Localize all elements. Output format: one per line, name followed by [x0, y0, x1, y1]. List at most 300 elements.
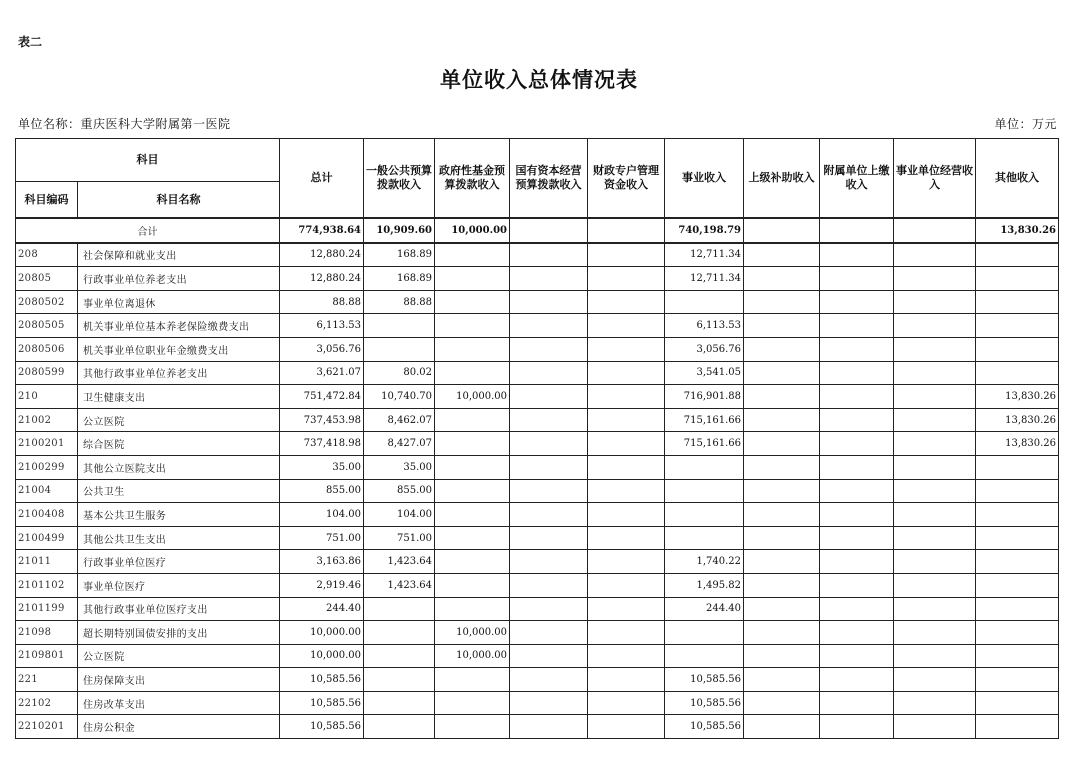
amount-cell — [744, 644, 820, 668]
amount-cell — [894, 691, 976, 715]
amount-cell — [976, 455, 1059, 479]
subject-code: 2101102 — [16, 573, 78, 597]
amount-cell — [435, 455, 510, 479]
table-row — [16, 573, 1059, 597]
total-label: 合计 — [16, 218, 280, 243]
subject-code: 2080599 — [16, 361, 78, 385]
table-row — [16, 361, 1059, 385]
header-business-income: 事业收入 — [665, 139, 744, 219]
amount-cell — [588, 479, 665, 503]
amount-cell: 855.00 — [280, 479, 364, 503]
amount-cell — [435, 479, 510, 503]
amount-cell — [364, 621, 435, 645]
amount-cell: 1,495.82 — [665, 573, 744, 597]
amount-cell — [820, 715, 894, 739]
amount-cell — [435, 503, 510, 527]
amount-cell — [744, 550, 820, 574]
amount-cell: 10,585.56 — [280, 691, 364, 715]
amount-cell — [588, 267, 665, 291]
amount-cell: 2,919.46 — [280, 573, 364, 597]
table-row — [16, 479, 1059, 503]
subject-name: 公立医院 — [78, 408, 280, 432]
subject-name: 其他公共卫生支出 — [78, 526, 280, 550]
amount-cell: 88.88 — [280, 290, 364, 314]
table-row — [16, 408, 1059, 432]
amount-cell — [665, 455, 744, 479]
amount-cell — [665, 621, 744, 645]
subject-code: 21098 — [16, 621, 78, 645]
amount-cell — [510, 503, 588, 527]
subject-name: 公立医院 — [78, 644, 280, 668]
header-state-capital: 国有资本经营预算拨款收入 — [510, 139, 588, 219]
header-subject: 科目 — [16, 139, 280, 182]
amount-cell — [435, 573, 510, 597]
amount-cell: 3,056.76 — [280, 337, 364, 361]
subject-name: 超长期特别国债安排的支出 — [78, 621, 280, 645]
total-cell — [588, 218, 665, 243]
amount-cell — [820, 290, 894, 314]
amount-cell: 12,880.24 — [280, 243, 364, 267]
subject-name: 综合医院 — [78, 432, 280, 456]
amount-cell — [744, 597, 820, 621]
subject-code: 208 — [16, 243, 78, 267]
amount-cell — [364, 715, 435, 739]
subject-code: 21002 — [16, 408, 78, 432]
amount-cell — [435, 432, 510, 456]
amount-cell — [894, 408, 976, 432]
total-cell: 774,938.64 — [280, 218, 364, 243]
amount-cell — [510, 644, 588, 668]
amount-cell — [510, 715, 588, 739]
amount-cell: 3,163.86 — [280, 550, 364, 574]
amount-cell: 1,423.64 — [364, 550, 435, 574]
amount-cell — [510, 267, 588, 291]
amount-cell — [510, 361, 588, 385]
header-affiliated-unit: 附属单位上缴收入 — [820, 139, 894, 219]
subject-name: 住房保障支出 — [78, 668, 280, 692]
total-cell — [510, 218, 588, 243]
amount-cell — [588, 408, 665, 432]
amount-cell — [894, 290, 976, 314]
amount-cell: 104.00 — [280, 503, 364, 527]
amount-cell — [894, 314, 976, 338]
amount-cell — [665, 290, 744, 314]
amount-cell — [976, 621, 1059, 645]
amount-cell — [976, 691, 1059, 715]
amount-cell — [510, 243, 588, 267]
subject-code: 2100299 — [16, 455, 78, 479]
amount-cell — [364, 314, 435, 338]
amount-cell — [588, 644, 665, 668]
amount-cell: 12,880.24 — [280, 267, 364, 291]
amount-cell — [976, 526, 1059, 550]
amount-cell — [894, 503, 976, 527]
amount-cell: 168.89 — [364, 243, 435, 267]
amount-cell — [364, 644, 435, 668]
amount-cell — [665, 644, 744, 668]
table-row — [16, 314, 1059, 338]
amount-cell — [435, 314, 510, 338]
amount-cell: 13,830.26 — [976, 432, 1059, 456]
income-table — [15, 138, 1059, 739]
amount-cell — [976, 337, 1059, 361]
amount-cell — [588, 550, 665, 574]
amount-cell — [510, 337, 588, 361]
total-cell: 740,198.79 — [665, 218, 744, 243]
header-name: 科目名称 — [78, 182, 280, 219]
table-row — [16, 503, 1059, 527]
amount-cell — [435, 408, 510, 432]
amount-cell: 10,585.56 — [665, 715, 744, 739]
amount-cell — [364, 668, 435, 692]
header-government-fund: 政府性基金预算拨款收入 — [435, 139, 510, 219]
amount-cell — [820, 455, 894, 479]
amount-cell: 10,585.56 — [665, 668, 744, 692]
table-row — [16, 455, 1059, 479]
table-row — [16, 644, 1059, 668]
subject-code: 2100408 — [16, 503, 78, 527]
subject-code: 20805 — [16, 267, 78, 291]
header-code: 科目编码 — [16, 182, 78, 219]
amount-cell: 10,000.00 — [435, 644, 510, 668]
amount-cell — [820, 597, 894, 621]
amount-cell — [588, 691, 665, 715]
amount-cell: 855.00 — [364, 479, 435, 503]
amount-cell — [744, 408, 820, 432]
amount-cell: 244.40 — [665, 597, 744, 621]
amount-cell — [894, 267, 976, 291]
amount-cell — [894, 715, 976, 739]
subject-name: 基本公共卫生服务 — [78, 503, 280, 527]
table-row — [16, 526, 1059, 550]
subject-code: 2080506 — [16, 337, 78, 361]
subject-code: 2109801 — [16, 644, 78, 668]
amount-cell — [510, 408, 588, 432]
amount-cell — [510, 621, 588, 645]
amount-cell — [820, 432, 894, 456]
amount-cell: 244.40 — [280, 597, 364, 621]
total-cell — [744, 218, 820, 243]
amount-cell — [976, 668, 1059, 692]
amount-cell — [744, 503, 820, 527]
amount-cell — [744, 361, 820, 385]
header-total: 总计 — [280, 139, 364, 219]
amount-cell — [894, 644, 976, 668]
amount-cell — [976, 503, 1059, 527]
subject-name: 其他行政事业单位医疗支出 — [78, 597, 280, 621]
amount-cell — [510, 668, 588, 692]
subject-name: 其他公立医院支出 — [78, 455, 280, 479]
table-row — [16, 715, 1059, 739]
amount-cell — [744, 314, 820, 338]
amount-cell: 737,453.98 — [280, 408, 364, 432]
amount-cell: 1,740.22 — [665, 550, 744, 574]
amount-cell — [744, 455, 820, 479]
amount-cell: 88.88 — [364, 290, 435, 314]
amount-cell: 3,621.07 — [280, 361, 364, 385]
amount-cell — [820, 668, 894, 692]
amount-cell — [510, 314, 588, 338]
amount-cell: 751,472.84 — [280, 385, 364, 409]
amount-cell — [435, 337, 510, 361]
amount-cell — [588, 597, 665, 621]
amount-cell: 168.89 — [364, 267, 435, 291]
amount-cell — [976, 243, 1059, 267]
amount-cell — [820, 337, 894, 361]
amount-cell: 751.00 — [280, 526, 364, 550]
subject-name: 行政事业单位医疗 — [78, 550, 280, 574]
amount-cell — [976, 479, 1059, 503]
amount-cell — [976, 573, 1059, 597]
table-row — [16, 668, 1059, 692]
amount-cell — [744, 385, 820, 409]
subject-code: 2080505 — [16, 314, 78, 338]
amount-cell — [588, 243, 665, 267]
amount-cell: 6,113.53 — [665, 314, 744, 338]
subject-code: 221 — [16, 668, 78, 692]
amount-cell — [894, 550, 976, 574]
amount-cell — [976, 314, 1059, 338]
table-row — [16, 385, 1059, 409]
amount-cell — [588, 314, 665, 338]
amount-cell — [510, 290, 588, 314]
amount-cell — [820, 385, 894, 409]
unit-name: 单位名称：重庆医科大学附属第一医院 — [18, 117, 231, 131]
amount-cell — [820, 644, 894, 668]
amount-cell — [820, 408, 894, 432]
table-row — [16, 337, 1059, 361]
amount-cell — [510, 432, 588, 456]
amount-cell — [744, 337, 820, 361]
page-label: 表二 — [18, 35, 43, 49]
amount-cell — [744, 691, 820, 715]
subject-name: 卫生健康支出 — [78, 385, 280, 409]
subject-name: 住房改革支出 — [78, 691, 280, 715]
amount-cell — [588, 385, 665, 409]
subject-code: 2100201 — [16, 432, 78, 456]
amount-cell: 3,056.76 — [665, 337, 744, 361]
header-other-income: 其他收入 — [976, 139, 1059, 219]
subject-name: 住房公积金 — [78, 715, 280, 739]
amount-cell — [588, 621, 665, 645]
amount-cell: 10,000.00 — [435, 621, 510, 645]
amount-cell — [894, 361, 976, 385]
amount-cell — [894, 621, 976, 645]
amount-cell — [976, 290, 1059, 314]
amount-cell — [665, 479, 744, 503]
amount-cell — [435, 715, 510, 739]
amount-cell — [435, 668, 510, 692]
table-row — [16, 691, 1059, 715]
amount-cell — [510, 385, 588, 409]
amount-cell: 715,161.66 — [665, 432, 744, 456]
amount-cell: 10,000.00 — [435, 385, 510, 409]
amount-cell: 10,585.56 — [280, 668, 364, 692]
subject-name: 其他行政事业单位养老支出 — [78, 361, 280, 385]
table-row — [16, 290, 1059, 314]
amount-cell — [435, 597, 510, 621]
subject-code: 22102 — [16, 691, 78, 715]
amount-cell — [665, 526, 744, 550]
amount-cell — [820, 479, 894, 503]
subject-name: 机关事业单位基本养老保险缴费支出 — [78, 314, 280, 338]
table-row — [16, 267, 1059, 291]
amount-cell — [510, 573, 588, 597]
page-title: 单位收入总体情况表 — [440, 67, 638, 92]
subject-name: 事业单位离退休 — [78, 290, 280, 314]
amount-cell: 10,740.70 — [364, 385, 435, 409]
unit-label: 单位：万元 — [994, 117, 1057, 131]
amount-cell — [588, 503, 665, 527]
amount-cell: 10,000.00 — [280, 644, 364, 668]
amount-cell — [510, 550, 588, 574]
amount-cell — [744, 432, 820, 456]
total-cell: 13,830.26 — [976, 218, 1059, 243]
amount-cell: 716,901.88 — [665, 385, 744, 409]
amount-cell — [435, 691, 510, 715]
amount-cell — [894, 385, 976, 409]
amount-cell — [976, 644, 1059, 668]
amount-cell — [976, 361, 1059, 385]
amount-cell: 10,585.56 — [665, 691, 744, 715]
amount-cell — [588, 432, 665, 456]
amount-cell — [435, 243, 510, 267]
amount-cell — [435, 526, 510, 550]
subject-name: 社会保障和就业支出 — [78, 243, 280, 267]
amount-cell: 12,711.34 — [665, 267, 744, 291]
amount-cell — [588, 361, 665, 385]
amount-cell — [588, 668, 665, 692]
subject-name: 事业单位医疗 — [78, 573, 280, 597]
amount-cell — [744, 267, 820, 291]
amount-cell: 3,541.05 — [665, 361, 744, 385]
header-fiscal-special-account: 财政专户管理资金收入 — [588, 139, 665, 219]
amount-cell — [510, 479, 588, 503]
header-operating-income: 事业单位经营收入 — [894, 139, 976, 219]
amount-cell: 8,427.07 — [364, 432, 435, 456]
total-cell: 10,909.60 — [364, 218, 435, 243]
amount-cell: 10,000.00 — [280, 621, 364, 645]
amount-cell — [435, 290, 510, 314]
amount-cell: 751.00 — [364, 526, 435, 550]
amount-cell — [588, 573, 665, 597]
amount-cell: 35.00 — [364, 455, 435, 479]
amount-cell — [744, 668, 820, 692]
amount-cell — [435, 361, 510, 385]
subject-code: 2080502 — [16, 290, 78, 314]
amount-cell: 13,830.26 — [976, 385, 1059, 409]
amount-cell — [510, 455, 588, 479]
amount-cell: 35.00 — [280, 455, 364, 479]
subject-code: 2210201 — [16, 715, 78, 739]
amount-cell — [510, 597, 588, 621]
amount-cell — [588, 455, 665, 479]
amount-cell — [744, 290, 820, 314]
table-row — [16, 550, 1059, 574]
subject-code: 2100499 — [16, 526, 78, 550]
amount-cell — [894, 337, 976, 361]
amount-cell: 1,423.64 — [364, 573, 435, 597]
amount-cell — [894, 455, 976, 479]
amount-cell — [744, 715, 820, 739]
amount-cell — [820, 573, 894, 597]
total-cell — [894, 218, 976, 243]
amount-cell — [894, 573, 976, 597]
amount-cell — [820, 314, 894, 338]
subject-code: 21011 — [16, 550, 78, 574]
amount-cell — [588, 526, 665, 550]
total-row — [16, 218, 1059, 243]
amount-cell — [820, 621, 894, 645]
subject-name: 行政事业单位养老支出 — [78, 267, 280, 291]
amount-cell — [976, 550, 1059, 574]
amount-cell — [744, 526, 820, 550]
subject-code: 210 — [16, 385, 78, 409]
total-cell: 10,000.00 — [435, 218, 510, 243]
subject-name: 机关事业单位职业年金缴费支出 — [78, 337, 280, 361]
table-row — [16, 432, 1059, 456]
amount-cell — [976, 715, 1059, 739]
amount-cell — [820, 550, 894, 574]
total-cell — [820, 218, 894, 243]
amount-cell: 12,711.34 — [665, 243, 744, 267]
amount-cell: 6,113.53 — [280, 314, 364, 338]
amount-cell — [976, 267, 1059, 291]
header-superior-subsidy: 上级补助收入 — [744, 139, 820, 219]
amount-cell: 715,161.66 — [665, 408, 744, 432]
amount-cell — [588, 337, 665, 361]
amount-cell — [894, 668, 976, 692]
amount-cell — [744, 479, 820, 503]
amount-cell — [820, 361, 894, 385]
amount-cell: 10,585.56 — [280, 715, 364, 739]
amount-cell — [364, 691, 435, 715]
header-general-budget: 一般公共预算拨款收入 — [364, 139, 435, 219]
subject-code: 21004 — [16, 479, 78, 503]
amount-cell: 80.02 — [364, 361, 435, 385]
amount-cell — [894, 243, 976, 267]
subject-code: 2101199 — [16, 597, 78, 621]
amount-cell — [510, 691, 588, 715]
amount-cell — [665, 503, 744, 527]
amount-cell — [820, 267, 894, 291]
amount-cell — [588, 290, 665, 314]
amount-cell — [820, 526, 894, 550]
amount-cell — [894, 479, 976, 503]
amount-cell — [364, 597, 435, 621]
amount-cell — [894, 526, 976, 550]
amount-cell: 8,462.07 — [364, 408, 435, 432]
table-row — [16, 597, 1059, 621]
amount-cell — [894, 597, 976, 621]
amount-cell — [894, 432, 976, 456]
amount-cell: 737,418.98 — [280, 432, 364, 456]
amount-cell — [435, 550, 510, 574]
amount-cell — [744, 243, 820, 267]
amount-cell — [744, 621, 820, 645]
table-row — [16, 243, 1059, 267]
amount-cell — [820, 691, 894, 715]
amount-cell — [510, 526, 588, 550]
amount-cell — [976, 597, 1059, 621]
amount-cell — [588, 715, 665, 739]
amount-cell — [820, 243, 894, 267]
amount-cell: 13,830.26 — [976, 408, 1059, 432]
subject-name: 公共卫生 — [78, 479, 280, 503]
amount-cell — [820, 503, 894, 527]
amount-cell: 104.00 — [364, 503, 435, 527]
table-row — [16, 621, 1059, 645]
